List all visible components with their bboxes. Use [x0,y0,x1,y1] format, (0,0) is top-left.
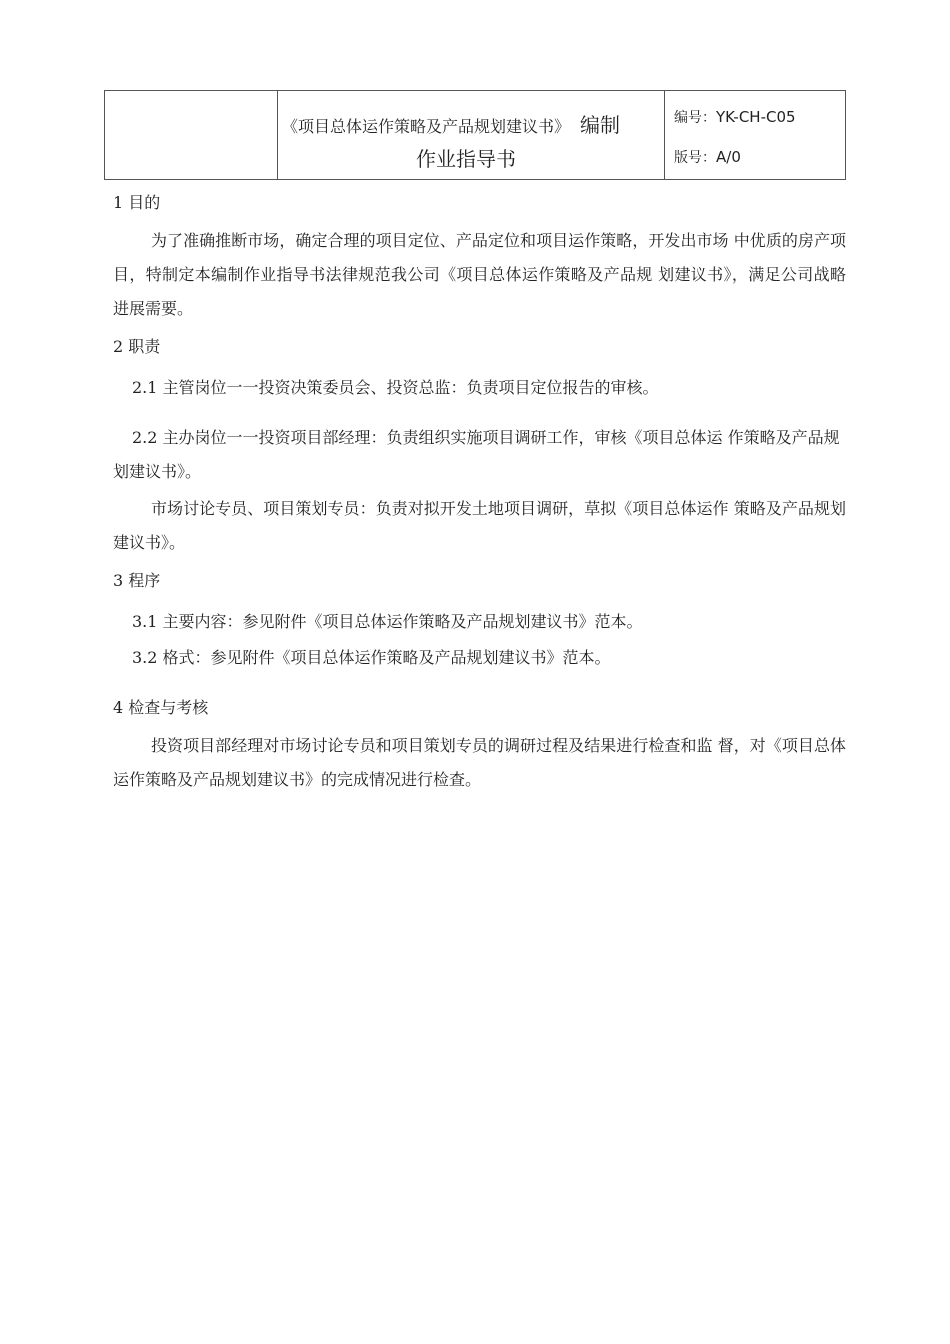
document-body [113,190,846,797]
procedure-item-3-1: 3.1 主要内容：参见附件《项目总体运作策略及产品规划建议书》范本。 [132,612,643,631]
document-code-label: 编号： [674,110,716,126]
document-version [674,147,741,167]
document-title-main: 《项目总体运作策略及产品规划建议书》 [282,117,571,136]
duty-item-2-2: 2.2 主办岗位一一投资项目部经理：负责组织实施项目调研工作，审核《项目总体运 作策略及产品规划建议书》。 [113,428,840,481]
document-title-suffix: 编制 [580,113,621,137]
document-code [674,107,796,127]
logo-cell [105,91,278,179]
document-header-table [104,90,846,180]
section-heading-duties: 2 职责 [113,337,161,356]
section-purpose-paragraph: 为了准确推断市场，确定合理的项目定位、产品定位和项目运作策略，开发出市场 中优质的房产项目，特制定本编制作业指导书法律规范我公司《项目总体运作策略及产品规 划建议书》，满足公司战略进展需要。 [113,231,846,318]
title-cell [278,91,665,179]
section-heading-inspection: 4 检查与考核 [113,698,209,717]
document-version-value: A/0 [716,148,741,166]
section-heading-procedure: 3 程序 [113,571,161,590]
section-heading-purpose: 1 目的 [113,193,161,212]
document-title-line1 [282,109,620,138]
section-inspection-paragraph: 投资项目部经理对市场讨论专员和项目策划专员的调研过程及结果进行检查和监 督，对《项目总体运作策略及产品规划建议书》的完成情况进行检查。 [113,736,846,789]
document-title-line2: 作业指导书 [416,147,516,171]
duty-item-specialist: 市场讨论专员、项目策划专员：负责对拟开发土地项目调研，草拟《项目总体运作 策略及产品规划建议书》。 [113,499,846,552]
procedure-item-3-2: 3.2 格式：参见附件《项目总体运作策略及产品规划建议书》范本。 [132,648,611,667]
document-version-label: 版号： [674,150,716,166]
duty-item-2-1: 2.1 主管岗位一一投资决策委员会、投资总监：负责项目定位报告的审核。 [132,378,659,397]
document-code-value: YK-CH-C05 [716,108,796,126]
meta-cell [665,91,845,179]
